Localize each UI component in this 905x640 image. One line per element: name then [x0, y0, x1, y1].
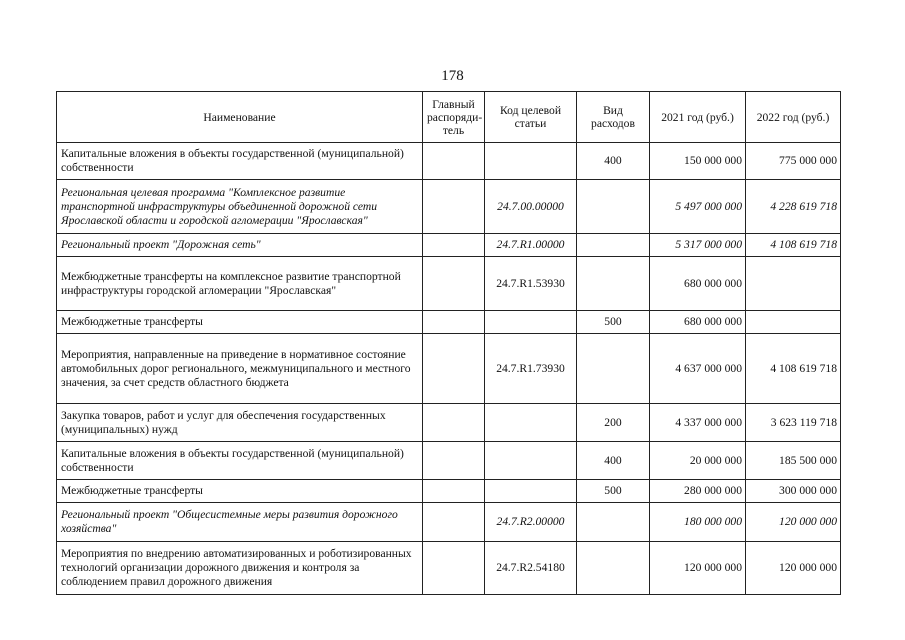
row-name: Межбюджетные трансферты — [57, 311, 423, 334]
budget-table — [56, 91, 841, 595]
table-header-row — [57, 92, 841, 143]
row-admin — [423, 180, 485, 234]
table-row — [57, 442, 841, 480]
row-type — [577, 334, 650, 404]
row-2021: 5 497 000 000 — [650, 180, 746, 234]
row-type: 400 — [577, 143, 650, 180]
row-2021: 680 000 000 — [650, 311, 746, 334]
row-2021: 4 637 000 000 — [650, 334, 746, 404]
table-row — [57, 542, 841, 595]
row-code: 24.7.R2.54180 — [485, 542, 577, 595]
row-code: 24.7.R1.00000 — [485, 234, 577, 257]
table-row — [57, 234, 841, 257]
row-type: 500 — [577, 480, 650, 503]
table-row — [57, 404, 841, 442]
row-admin — [423, 257, 485, 311]
row-code: 24.7.R1.53930 — [485, 257, 577, 311]
row-name: Межбюджетные трансферты на комплексное развитие транспортной инфраструктуры городской агломерации "Ярославская" — [57, 257, 423, 311]
row-type — [577, 503, 650, 542]
table-row — [57, 480, 841, 503]
row-2022: 4 108 619 718 — [746, 334, 841, 404]
row-admin — [423, 503, 485, 542]
row-admin — [423, 542, 485, 595]
row-code — [485, 311, 577, 334]
row-admin — [423, 311, 485, 334]
row-name: Региональная целевая программа "Комплексное развитие транспортной инфраструктуры объединенной дорожной сети Ярославской области и городской агломерации "Ярославская" — [57, 180, 423, 234]
row-admin — [423, 143, 485, 180]
row-2022: 4 108 619 718 — [746, 234, 841, 257]
row-code: 24.7.00.00000 — [485, 180, 577, 234]
row-name: Закупка товаров, работ и услуг для обеспечения государственных (муниципальных) нужд — [57, 404, 423, 442]
header-admin: Главный распоряди-тель — [423, 92, 485, 143]
header-name: Наименование — [57, 92, 423, 143]
table-row — [57, 503, 841, 542]
row-2022 — [746, 311, 841, 334]
row-name: Капитальные вложения в объекты государственной (муниципальной) собственности — [57, 442, 423, 480]
row-admin — [423, 442, 485, 480]
row-2022 — [746, 257, 841, 311]
row-name: Капитальные вложения в объекты государственной (муниципальной) собственности — [57, 143, 423, 180]
row-2022: 120 000 000 — [746, 503, 841, 542]
row-2021: 5 317 000 000 — [650, 234, 746, 257]
row-type: 500 — [577, 311, 650, 334]
row-type: 400 — [577, 442, 650, 480]
row-name: Мероприятия, направленные на приведение в нормативное состояние автомобильных дорог регионального, межмуниципального и местного значения, за счет средств областного бюджета — [57, 334, 423, 404]
row-name: Региональный проект "Общесистемные меры развития дорожного хозяйства" — [57, 503, 423, 542]
row-2022: 185 500 000 — [746, 442, 841, 480]
row-type — [577, 180, 650, 234]
page-number: 178 — [441, 68, 464, 84]
row-type — [577, 542, 650, 595]
row-2021: 280 000 000 — [650, 480, 746, 503]
row-name: Региональный проект "Дорожная сеть" — [57, 234, 423, 257]
row-admin — [423, 404, 485, 442]
row-code: 24.7.R1.73930 — [485, 334, 577, 404]
header-type: Вид расходов — [577, 92, 650, 143]
row-2021: 120 000 000 — [650, 542, 746, 595]
header-2022: 2022 год (руб.) — [746, 92, 841, 143]
table-row — [57, 334, 841, 404]
row-2022: 3 623 119 718 — [746, 404, 841, 442]
table-row — [57, 180, 841, 234]
row-code: 24.7.R2.00000 — [485, 503, 577, 542]
row-type — [577, 257, 650, 311]
row-code — [485, 480, 577, 503]
row-2021: 4 337 000 000 — [650, 404, 746, 442]
table-row — [57, 311, 841, 334]
row-2022: 300 000 000 — [746, 480, 841, 503]
row-code — [485, 442, 577, 480]
row-admin — [423, 480, 485, 503]
row-type: 200 — [577, 404, 650, 442]
row-type — [577, 234, 650, 257]
row-admin — [423, 234, 485, 257]
row-2021: 680 000 000 — [650, 257, 746, 311]
table-row — [57, 257, 841, 311]
row-name: Межбюджетные трансферты — [57, 480, 423, 503]
row-name: Мероприятия по внедрению автоматизированных и роботизированных технологий организации дорожного движения и контроля за соблюдением правил дорожного движения — [57, 542, 423, 595]
row-admin — [423, 334, 485, 404]
row-2022: 4 228 619 718 — [746, 180, 841, 234]
table-row — [57, 143, 841, 180]
row-2021: 20 000 000 — [650, 442, 746, 480]
header-2021: 2021 год (руб.) — [650, 92, 746, 143]
row-2021: 150 000 000 — [650, 143, 746, 180]
row-code — [485, 404, 577, 442]
row-2022: 120 000 000 — [746, 542, 841, 595]
header-code: Код целевой статьи — [485, 92, 577, 143]
row-2022: 775 000 000 — [746, 143, 841, 180]
row-2021: 180 000 000 — [650, 503, 746, 542]
row-code — [485, 143, 577, 180]
